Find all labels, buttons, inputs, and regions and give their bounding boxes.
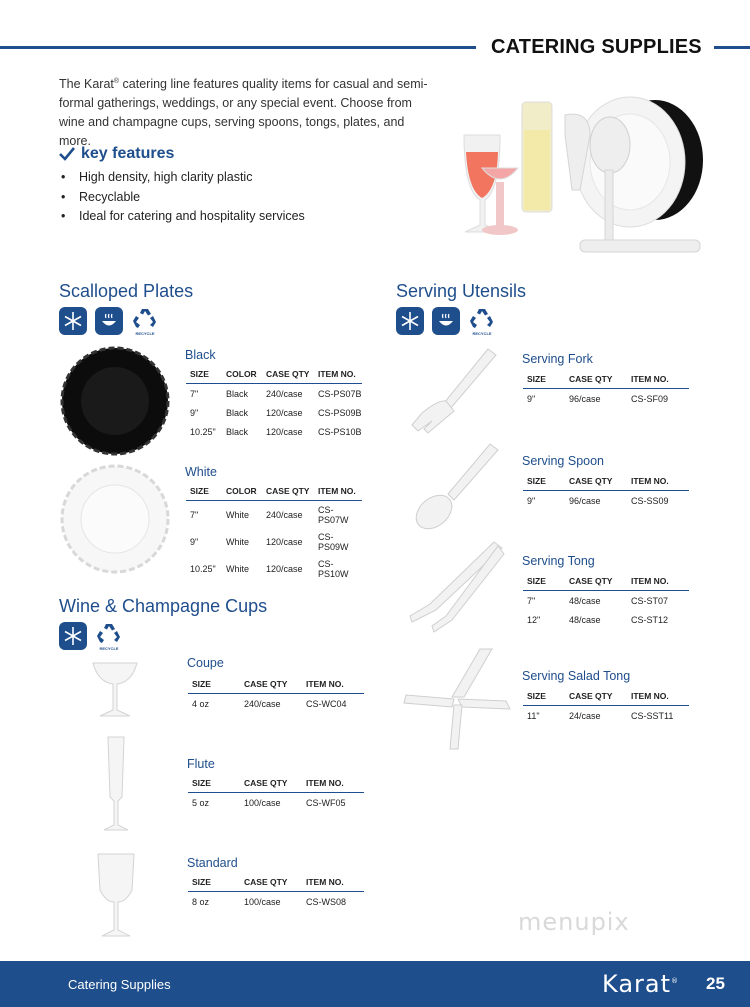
feature-item: • Recyclable [59,188,305,208]
table-row [186,555,362,582]
table-row [188,793,364,812]
col-item-no: ITEM NO. [627,687,689,706]
footer-section-name: Catering Supplies [68,977,171,992]
intro-paragraph [59,72,439,151]
recycle-label: RECYCLE [135,331,155,336]
serving-salad-tong-photo [402,645,514,753]
page-title: CATERING SUPPLIES [491,36,702,58]
subheading-coupe: Coupe [187,656,224,670]
cups-attribute-icons [59,622,123,652]
table-cell: 7" [190,510,199,520]
table-row [186,501,362,529]
table-cell: 48/case [569,595,601,606]
table-row [186,384,362,403]
table-cell: 96/case [569,393,601,404]
table-cell: Black [226,407,249,418]
table-cell: CS-ST07 [631,595,669,606]
col-item-no: ITEM NO. [627,472,689,491]
table-row [188,694,364,713]
recycle-label: RECYCLE [472,331,492,336]
table-cell: CS-PS07W [318,505,349,525]
table-serving-salad-tong [523,687,689,725]
subheading-serving-spoon: Serving Spoon [522,454,605,468]
subheading-serving-fork: Serving Fork [522,352,593,366]
col-case-qty: CASE QTY [240,675,302,694]
table-row [523,610,689,629]
recycle-icon [95,622,123,652]
table-serving-fork [523,370,689,408]
table-cell: 24/case [569,710,601,721]
col-size: SIZE [523,370,565,389]
table-row [186,528,362,555]
col-case-qty: CASE QTY [262,365,314,384]
table-row [523,591,689,610]
col-item-no: ITEM NO. [302,675,364,694]
table-standard [188,873,364,911]
subheading-serving-salad-tong: Serving Salad Tong [522,669,631,683]
col-size: SIZE [523,572,565,591]
col-size: SIZE [186,365,222,384]
table-cell: 9" [190,537,199,547]
table-row [186,403,362,422]
table-cell: 10.25" [190,426,216,437]
table-cell: 100/case [244,896,281,907]
subheading-white: White [185,465,217,479]
table-cell: CS-PS09W [318,532,349,552]
table-cell: 9" [527,495,536,506]
snowflake-icon [396,307,424,335]
col-color: COLOR [222,365,262,384]
table-coupe [188,675,364,713]
subheading-flute: Flute [187,757,215,771]
table-row [523,389,689,408]
intro-reg-mark: ® [113,78,120,85]
col-item-no: ITEM NO. [302,873,364,892]
logo-reg-mark: ® [671,977,680,985]
table-cell: CS-SS09 [631,495,669,506]
table-cell: CS-WS08 [306,896,347,907]
plates-attribute-icons [59,307,159,337]
col-case-qty: CASE QTY [262,482,314,501]
table-cell: CS-WC04 [306,698,347,709]
page-number: 25 [706,974,725,993]
footer-bar [0,961,750,1007]
table-black-plates [186,365,362,441]
recycle-icon [131,307,159,337]
white-plate-photo [60,464,170,574]
table-cell: 5 oz [192,797,210,808]
section-title-cups: Wine & Champagne Cups [59,596,268,616]
table-cell: 7" [190,388,199,399]
col-item-no: ITEM NO. [627,370,689,389]
hero-product-photo [440,90,710,270]
section-title-serving-utensils: Serving Utensils [396,281,527,301]
feature-item: • High density, high clarity plastic [59,168,305,188]
feature-item: • Ideal for catering and hospitality services [59,207,305,227]
col-size: SIZE [186,482,222,501]
col-item-no: ITEM NO. [314,365,362,384]
standard-cup-photo [94,852,138,942]
table-cell: 48/case [569,614,601,625]
microwave-bowl-icon [95,307,123,335]
table-cell: 11" [527,710,540,721]
col-case-qty: CASE QTY [565,472,627,491]
key-features-list [59,168,305,227]
table-cell: 240/case [266,510,303,520]
table-cell: 120/case [266,407,303,418]
microwave-bowl-icon [432,307,460,335]
table-cell: 10.25" [190,564,216,574]
table-cell: 12" [527,614,541,625]
intro-brand: The Karat [59,77,114,92]
col-size: SIZE [523,472,565,491]
table-cell: CS-SST11 [631,710,674,721]
logo-text: Karat [602,970,672,998]
table-serving-tong [523,572,689,629]
karat-logo [602,970,679,998]
header-rule-left [0,46,476,49]
table-cell: White [226,564,250,574]
col-case-qty: CASE QTY [565,572,627,591]
utensils-attribute-icons [396,307,496,337]
subheading-standard: Standard [187,856,238,870]
table-cell: 240/case [266,388,303,399]
table-cell: CS-PS10W [318,559,349,579]
intro-text: catering line features quality items for casual and semi-formal gatherings, weddings, or any special event. Choose from wine and champagne cups, serving spoons, tongs, plates, and more. [59,77,428,149]
key-features-heading [59,145,174,163]
snowflake-icon [59,307,87,335]
header-rule-right [714,46,750,49]
snowflake-icon [59,622,87,650]
col-size: SIZE [188,774,240,793]
col-case-qty: CASE QTY [565,687,627,706]
table-cell: CS-SF09 [631,393,669,404]
subheading-serving-tong: Serving Tong [522,554,595,568]
table-cell: CS-PS09B [318,407,362,418]
col-case-qty: CASE QTY [565,370,627,389]
watermark: menupix [518,908,630,936]
table-row [186,422,362,441]
table-cell: 9" [527,393,536,404]
table-cell: 7" [527,595,536,606]
table-flute [188,774,364,812]
table-cell: Black [226,388,249,399]
table-cell: 120/case [266,564,303,574]
recycle-icon [468,307,496,337]
table-cell: Black [226,426,249,437]
table-cell: 96/case [569,495,601,506]
col-item-no: ITEM NO. [627,572,689,591]
table-cell: 120/case [266,537,303,547]
black-plate-photo [60,346,170,456]
col-size: SIZE [523,687,565,706]
table-cell: CS-PS07B [318,388,362,399]
col-item-no: ITEM NO. [314,482,362,501]
table-cell: CS-PS10B [318,426,362,437]
key-features-title: key features [81,145,175,162]
table-row [523,491,689,510]
col-size: SIZE [188,873,240,892]
table-cell: CS-ST12 [631,614,669,625]
col-size: SIZE [188,675,240,694]
serving-fork-photo [408,345,500,435]
serving-spoon-photo [408,440,500,532]
serving-tong-photo [406,540,506,635]
table-serving-spoon [523,472,689,510]
table-row [188,892,364,911]
coupe-cup-photo [90,660,140,720]
col-case-qty: CASE QTY [240,873,302,892]
col-color: COLOR [222,482,262,501]
table-white-plates [186,482,362,582]
col-item-no: ITEM NO. [302,774,364,793]
table-row [523,706,689,725]
table-cell: 100/case [244,797,281,808]
table-cell: 4 oz [192,698,210,709]
subheading-black: Black [185,348,216,362]
table-cell: 8 oz [192,896,210,907]
table-cell: White [226,510,250,520]
col-case-qty: CASE QTY [240,774,302,793]
flute-cup-photo [98,735,134,835]
table-cell: CS-WF05 [306,797,346,808]
table-cell: White [226,537,250,547]
recycle-label: RECYCLE [99,646,119,651]
table-cell: 120/case [266,426,303,437]
checkmark-icon [59,147,75,161]
table-cell: 9" [190,407,199,418]
section-title-scalloped-plates: Scalloped Plates [59,281,194,301]
table-cell: 240/case [244,698,281,709]
